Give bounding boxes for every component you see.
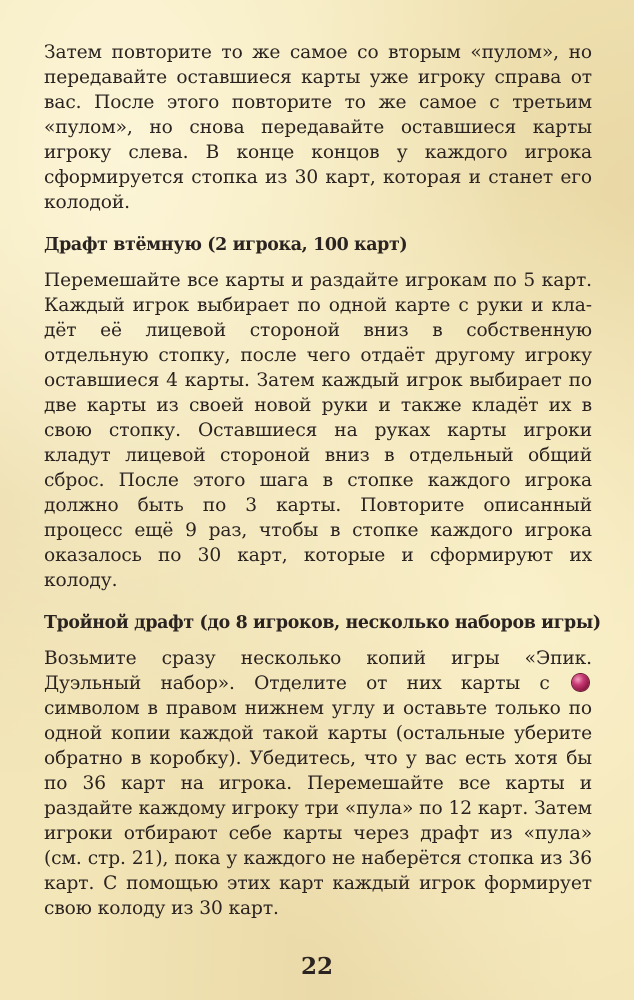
gem-symbol-icon	[572, 674, 589, 691]
blind-draft-paragraph: Перемешайте все карты и раздайте игрокам по 5 карт. Каждый игрок выбирает по одной карте с руки и кладёт её лицевой стороной вниз в собственную отдельную стопку, после чего отдаёт другому игроку оставшиеся 4 карты. Затем каждый игрок выбирает по две карты из своей новой руки и также кладёт их в свою стопку. Оставшиеся на руках карты игроки кладут лицевой стороной вниз в отдельный общий сброс. После этого шага в стопке каждого игрока должно быть по 3 карты. Повторите описанный процесс ещё 9 раз, чтобы в стопке каждого игрока оказалось по 30 карт, которые и сформируют их колоду.	[44, 270, 592, 591]
triple-draft-text-before-icon: Возьмите сразу несколько копий игры «Эпик. Дуэльный набор». Отделите от них карты с	[44, 648, 592, 694]
page-content	[44, 40, 601, 921]
spacer	[44, 258, 592, 268]
triple-draft-paragraph	[44, 646, 592, 921]
triple-draft-text-after-icon: символом в правом нижнем углу и оставьте только по одной копии каждой такой карты (остальные уберите обратно в коробку). Убедитесь, что у вас есть хотя бы по 36 карт на игрока. Перемешайте все карты и раздайте каждому игроку три «пула» по 12 карт. Затем игроки отбирают себе карты через драфт из «пула» (см. стр. 21), пока у каждого не наберётся стопка из 36 карт. С помощью этих карт каждый игрок формирует свою колоду из 30 карт.	[44, 698, 592, 919]
triple-draft-heading: Тройной драфт (до 8 игроков, несколько наборов игры)	[44, 613, 601, 633]
intro-paragraph: Затем повторите то же самое со вторым «пулом», но передавайте оставшиеся карты уже игроку справа от вас. После этого повторите то же самое с третьим «пулом», но снова передавайте оставшиеся карты игроку слева. В конце концов у каждого игрока сформируется стопка из 30 карт, которая и станет его колодой.	[44, 42, 592, 213]
spacer	[44, 215, 592, 233]
spacer	[44, 593, 592, 611]
spacer	[44, 636, 592, 646]
blind-draft-heading: Драфт втёмную (2 игрока, 100 карт)	[44, 235, 408, 255]
page-number: 22	[300, 953, 333, 980]
